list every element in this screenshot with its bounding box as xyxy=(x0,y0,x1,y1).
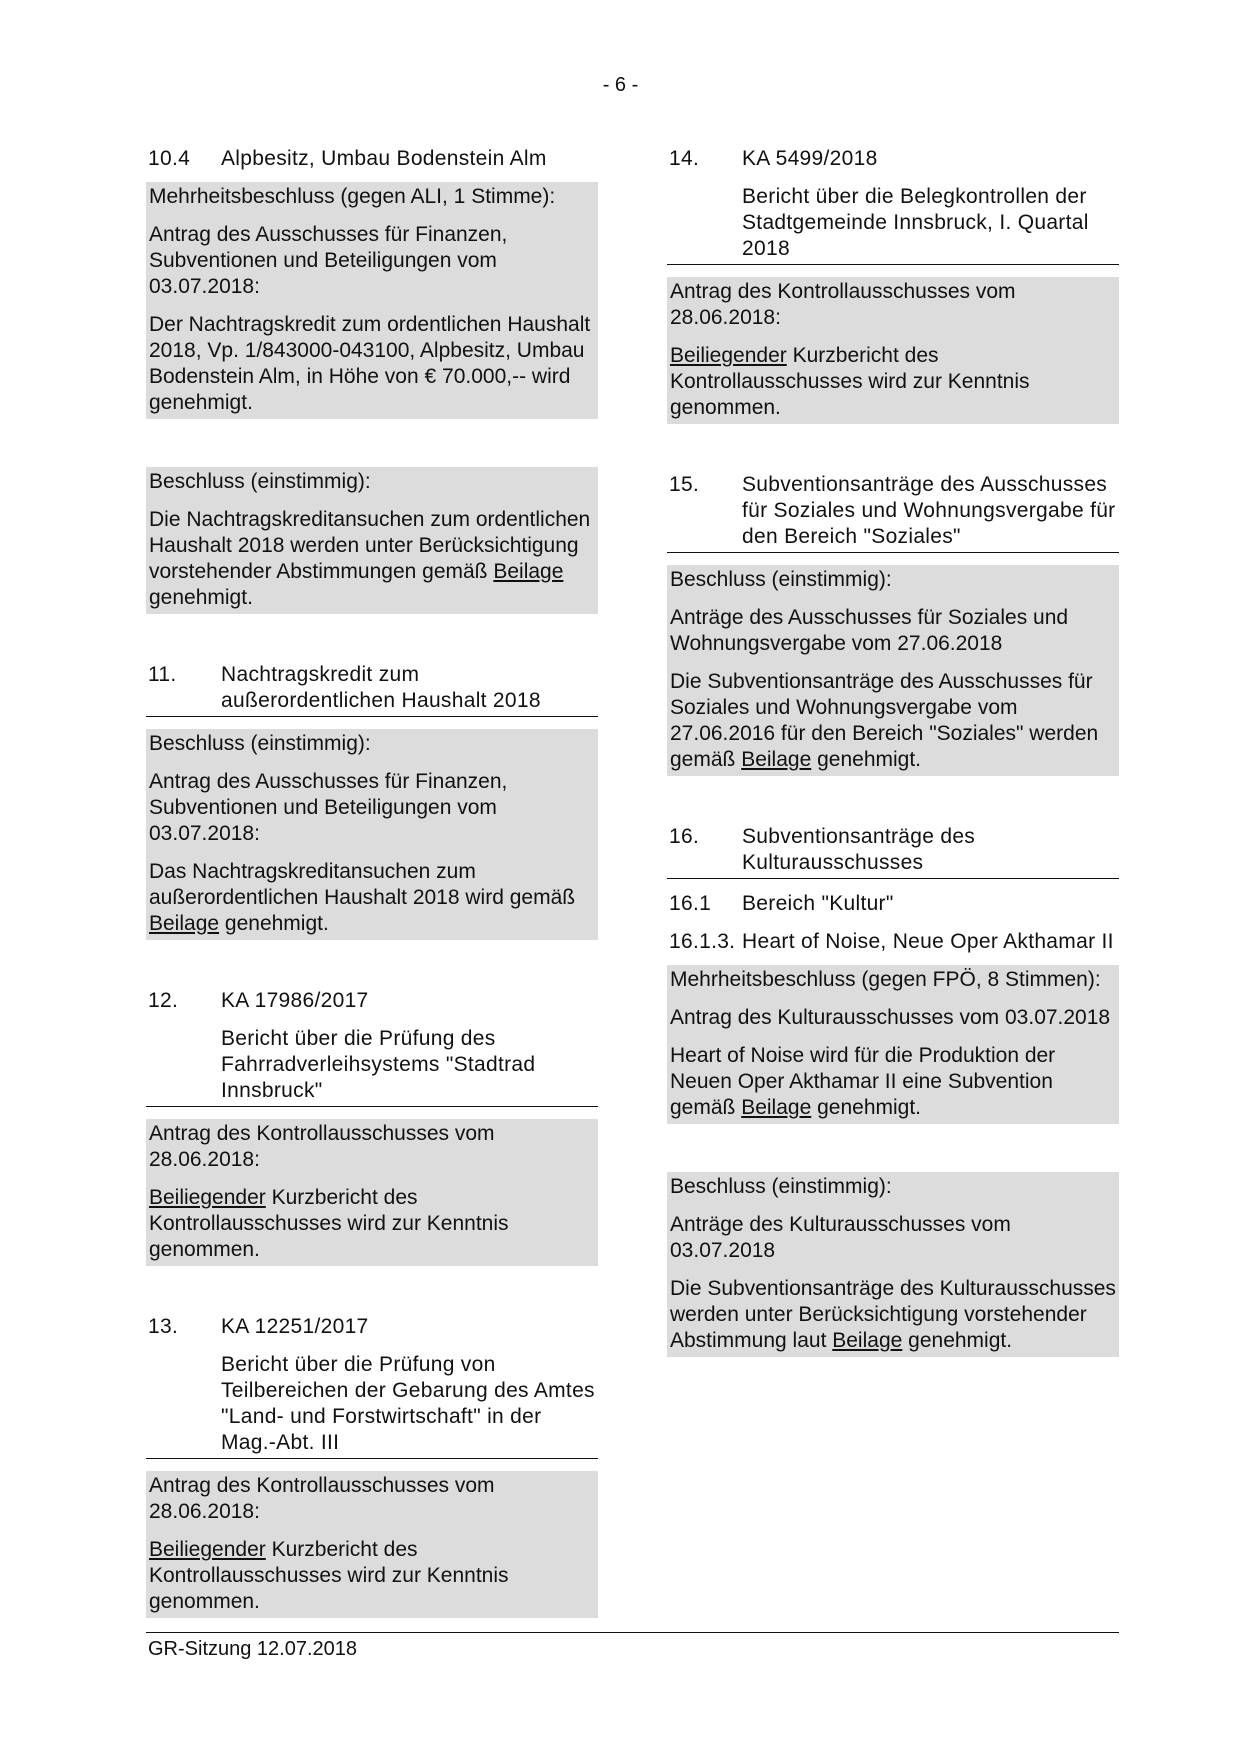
sub-item-title: Heart of Noise, Neue Oper Akthamar II xyxy=(742,930,1114,953)
resolution-label: Beschluss (einstimmig): xyxy=(670,568,892,591)
item-title: Alpbesitz, Umbau Bodenstein Alm xyxy=(221,147,547,170)
item-title: Subventionsanträge des Ausschusses für Soziales und Wohnungsvergabe für den Bereich "Soziales" xyxy=(742,473,1116,548)
attachment-link[interactable]: Beilage xyxy=(832,1329,903,1352)
motion-text: Anträge des Kulturausschusses vom 03.07.2018 xyxy=(670,1213,1011,1262)
attachment-link[interactable]: Beilage xyxy=(741,1096,812,1119)
sub-item-number: 16.1 xyxy=(669,892,712,915)
resolution-box xyxy=(667,277,1119,424)
item-title: KA 17986/2017 xyxy=(221,989,369,1012)
text-after: genehmigt. xyxy=(908,1329,1013,1352)
resolution-box xyxy=(146,729,598,940)
resolution-label: Beschluss (einstimmig): xyxy=(149,732,371,755)
attachment-link[interactable]: Beilage xyxy=(741,748,812,771)
text-before: Heart of Noise wird für die Produktion der Neuen Oper Akthamar II eine Subvention gemäß xyxy=(670,1044,1056,1119)
item-title: Subventionsanträge des Kulturausschusses xyxy=(742,825,976,874)
item-description: Bericht über die Prüfung von Teilbereichen der Gebarung des Amtes "Land- und Forstwirtschaft" in der Mag.-Abt. III xyxy=(221,1353,595,1454)
resolution-text xyxy=(670,669,1116,773)
resolution-box xyxy=(667,565,1119,776)
attachment-link[interactable]: Beiliegender xyxy=(149,1538,266,1561)
page-number: - 6 - xyxy=(602,74,639,96)
divider xyxy=(146,1458,598,1459)
resolution-box xyxy=(146,182,598,419)
resolution-text xyxy=(670,1043,1116,1121)
item-number: 10.4 xyxy=(148,147,191,170)
resolution-text xyxy=(149,507,595,611)
divider xyxy=(667,264,1119,265)
sub-item-title: Bereich "Kultur" xyxy=(742,892,894,915)
text-after: genehmigt. xyxy=(224,912,329,935)
item-title: KA 12251/2017 xyxy=(221,1315,369,1338)
item-number: 16. xyxy=(669,825,700,848)
divider xyxy=(146,1106,598,1107)
divider xyxy=(667,878,1119,879)
motion-text: Antrag des Ausschusses für Finanzen, Subventionen und Beteiligungen vom 03.07.2018: xyxy=(149,770,508,845)
sub-item-16-1 xyxy=(667,891,1119,917)
item-description: Bericht über die Prüfung des Fahrradverleihsystems "Stadtrad Innsbruck" xyxy=(221,1027,536,1102)
footer-divider xyxy=(146,1632,1119,1633)
motion-text: Antrag des Ausschusses für Finanzen, Subventionen und Beteiligungen vom 03.07.2018: xyxy=(149,223,508,298)
resolution-text xyxy=(670,343,1116,421)
item-10-4-heading xyxy=(146,146,598,172)
text-before: Die Subventionsanträge des Ausschusses für Soziales und Wohnungsvergabe vom 27.06.2016 für den Bereich "Soziales" werden gemäß xyxy=(670,670,1099,771)
item-16-heading xyxy=(667,824,1119,876)
resolution-text xyxy=(670,1276,1116,1354)
sub-item-16-1-3 xyxy=(667,929,1119,955)
item-description: Bericht über die Belegkontrollen der Stadtgemeinde Innsbruck, I. Quartal 2018 xyxy=(742,185,1089,260)
resolution-box xyxy=(667,1172,1119,1357)
item-13-heading xyxy=(146,1314,598,1456)
resolution-label: Beschluss (einstimmig): xyxy=(670,1175,892,1198)
text-after: Kurzbericht des Kontrollausschusses wird zur Kenntnis genommen. xyxy=(149,1538,509,1613)
item-title: Nachtragskredit zum außerordentlichen Haushalt 2018 xyxy=(221,663,541,712)
left-column xyxy=(146,146,598,1618)
resolution-box xyxy=(146,1471,598,1618)
text-after: Kurzbericht des Kontrollausschusses wird zur Kenntnis genommen. xyxy=(149,1186,509,1261)
item-15-heading xyxy=(667,472,1119,550)
text-after: Kurzbericht des Kontrollausschusses wird zur Kenntnis genommen. xyxy=(670,344,1030,419)
resolution-text xyxy=(149,859,595,937)
item-number: 14. xyxy=(669,147,700,170)
attachment-link[interactable]: Beiliegender xyxy=(670,344,787,367)
resolution-box xyxy=(146,1119,598,1266)
attachment-link[interactable]: Beilage xyxy=(493,560,564,583)
right-column xyxy=(667,146,1119,1357)
resolution-box xyxy=(667,965,1119,1124)
sub-item-number: 16.1.3. xyxy=(669,930,736,953)
item-number: 12. xyxy=(148,989,179,1012)
text-after: genehmigt. xyxy=(817,1096,922,1119)
item-number: 13. xyxy=(148,1315,179,1338)
attachment-link[interactable]: Beilage xyxy=(149,912,220,935)
text-before: Die Subventionsanträge des Kulturausschusses werden unter Berücksichtigung vorstehender Abstimmung laut xyxy=(670,1277,1116,1352)
text-before: Das Nachtragskreditansuchen zum außerordentlichen Haushalt 2018 wird gemäß xyxy=(149,860,576,909)
item-11-heading xyxy=(146,662,598,714)
text-before: Die Nachtragskreditansuchen zum ordentlichen Haushalt 2018 werden unter Berücksichtigung vorstehender Abstimmungen gemäß xyxy=(149,508,591,583)
text-after: genehmigt. xyxy=(149,586,253,609)
item-14-heading xyxy=(667,146,1119,262)
item-title: KA 5499/2018 xyxy=(742,147,878,170)
item-12-heading xyxy=(146,988,598,1104)
item-number: 15. xyxy=(669,473,700,496)
text-after: genehmigt. xyxy=(817,748,922,771)
resolution-box xyxy=(146,467,598,614)
motion-text: Anträge des Ausschusses für Soziales und Wohnungsvergabe vom 27.06.2018 xyxy=(670,606,1069,655)
divider xyxy=(146,716,598,717)
divider xyxy=(667,552,1119,553)
resolution-label: Beschluss (einstimmig): xyxy=(149,470,371,493)
resolution-label: Mehrheitsbeschluss (gegen ALI, 1 Stimme): xyxy=(149,185,556,208)
resolution-text: Der Nachtragskredit zum ordentlichen Haushalt 2018, Vp. 1/843000-043100, Alpbesitz, Umbau Bodenstein Alm, in Höhe von € 70.000,-- wird genehmigt. xyxy=(149,313,591,414)
attachment-link[interactable]: Beiliegender xyxy=(149,1186,266,1209)
footer-text: GR-Sitzung 12.07.2018 xyxy=(148,1638,358,1660)
resolution-label: Mehrheitsbeschluss (gegen FPÖ, 8 Stimmen): xyxy=(670,968,1101,991)
motion-text: Antrag des Kontrollausschusses vom 28.06.2018: xyxy=(149,1122,495,1171)
motion-text: Antrag des Kontrollausschusses vom 28.06.2018: xyxy=(670,280,1016,329)
motion-text: Antrag des Kontrollausschusses vom 28.06.2018: xyxy=(149,1474,495,1523)
motion-text: Antrag des Kulturausschusses vom 03.07.2018 xyxy=(670,1006,1111,1029)
resolution-text xyxy=(149,1185,595,1263)
resolution-text xyxy=(149,1537,595,1615)
item-number: 11. xyxy=(148,663,177,686)
